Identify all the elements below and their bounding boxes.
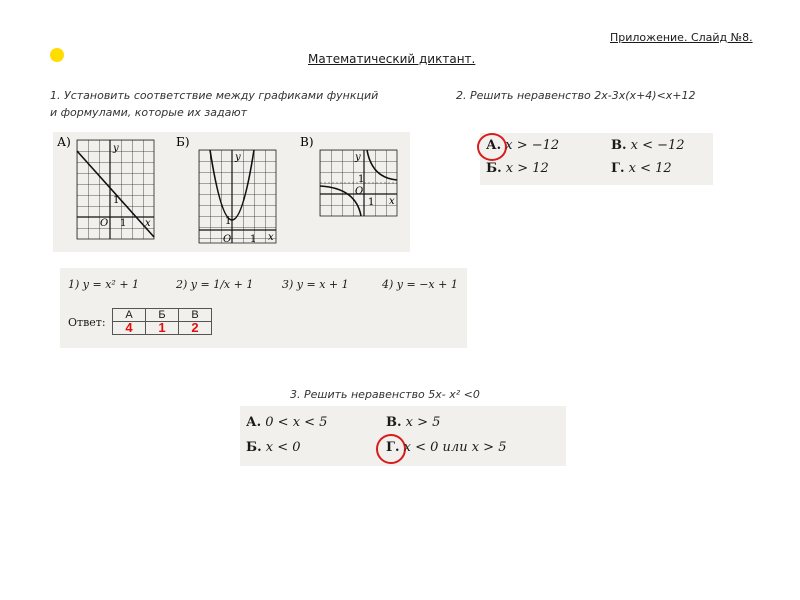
appendix-label: Приложение. Слайд №8. xyxy=(610,31,753,44)
graph-a xyxy=(77,140,154,239)
graph-b-one-x: 1 xyxy=(250,234,257,245)
task3-option-v: В. x > 5 xyxy=(386,415,441,430)
graph-a-one-y: 1 xyxy=(113,195,120,206)
answer-value-a: 4 xyxy=(113,322,146,335)
graph-b-origin: O xyxy=(223,234,232,245)
graph-c-origin: O xyxy=(355,186,364,197)
graph-c-x: x xyxy=(389,196,395,207)
graph-c-one-y: 1 xyxy=(358,174,365,185)
graph-c-y: y xyxy=(355,152,361,163)
task3-options-panel xyxy=(240,406,566,466)
graph-b-label: Б) xyxy=(176,135,190,149)
graph-b-one-y: 1 xyxy=(225,216,232,227)
formula-2: 2) y = 1/x + 1 xyxy=(176,278,254,291)
bullet-dot xyxy=(50,48,64,62)
task2-text: 2. Решить неравенство 2x-3x(x+4)<x+12 xyxy=(456,89,696,102)
task3-text: 3. Решить неравенство 5x- x² <0 xyxy=(290,388,480,401)
page-title: Математический диктант. xyxy=(308,52,476,66)
graph-a-origin: O xyxy=(100,218,109,229)
task3-option-b: Б. x < 0 xyxy=(246,440,301,455)
answer-label: Ответ: xyxy=(68,316,106,329)
formulas-panel xyxy=(60,268,467,348)
graph-a-one-x: 1 xyxy=(120,218,127,229)
graph-a-label: А) xyxy=(57,135,71,149)
graph-c xyxy=(320,150,397,216)
task2-option-g: Г. x < 12 xyxy=(611,161,672,176)
graph-b xyxy=(199,150,276,245)
graph-a-y: y xyxy=(113,143,119,154)
task3-option-a: А. 0 < x < 5 xyxy=(246,415,328,430)
answer-value-row xyxy=(113,322,212,335)
task1-line2: и формулами, которые их задают xyxy=(50,106,247,119)
graph-b-y: y xyxy=(235,152,241,163)
graphs-panel xyxy=(53,132,410,252)
graph-c-label: В) xyxy=(300,135,314,149)
task2-option-b: Б. x > 12 xyxy=(486,161,549,176)
answer-header-c: В xyxy=(179,309,212,322)
answer-header-b: Б xyxy=(146,309,179,322)
formula-1: 1) y = x² + 1 xyxy=(68,278,140,291)
graph-b-x: x xyxy=(268,232,274,243)
task2-options-panel xyxy=(480,133,713,185)
answer-header-a: А xyxy=(113,309,146,322)
graphs-svg xyxy=(53,132,410,252)
task1-line1: 1. Установить соответствие между графиками функций xyxy=(50,89,379,102)
answer-table xyxy=(112,308,212,335)
graph-c-one-x: 1 xyxy=(368,197,375,208)
formula-4: 4) y = −x + 1 xyxy=(382,278,458,291)
task3-option-g: Г. x < 0 или x > 5 xyxy=(386,440,507,455)
answer-value-c: 2 xyxy=(179,322,212,335)
task2-option-a: А. x > −12 xyxy=(486,138,560,153)
task2-option-v: В. x < −12 xyxy=(611,138,685,153)
formula-3: 3) y = x + 1 xyxy=(282,278,349,291)
graph-a-x: x xyxy=(145,218,151,229)
task1-text xyxy=(50,87,378,121)
answer-value-b: 1 xyxy=(146,322,179,335)
